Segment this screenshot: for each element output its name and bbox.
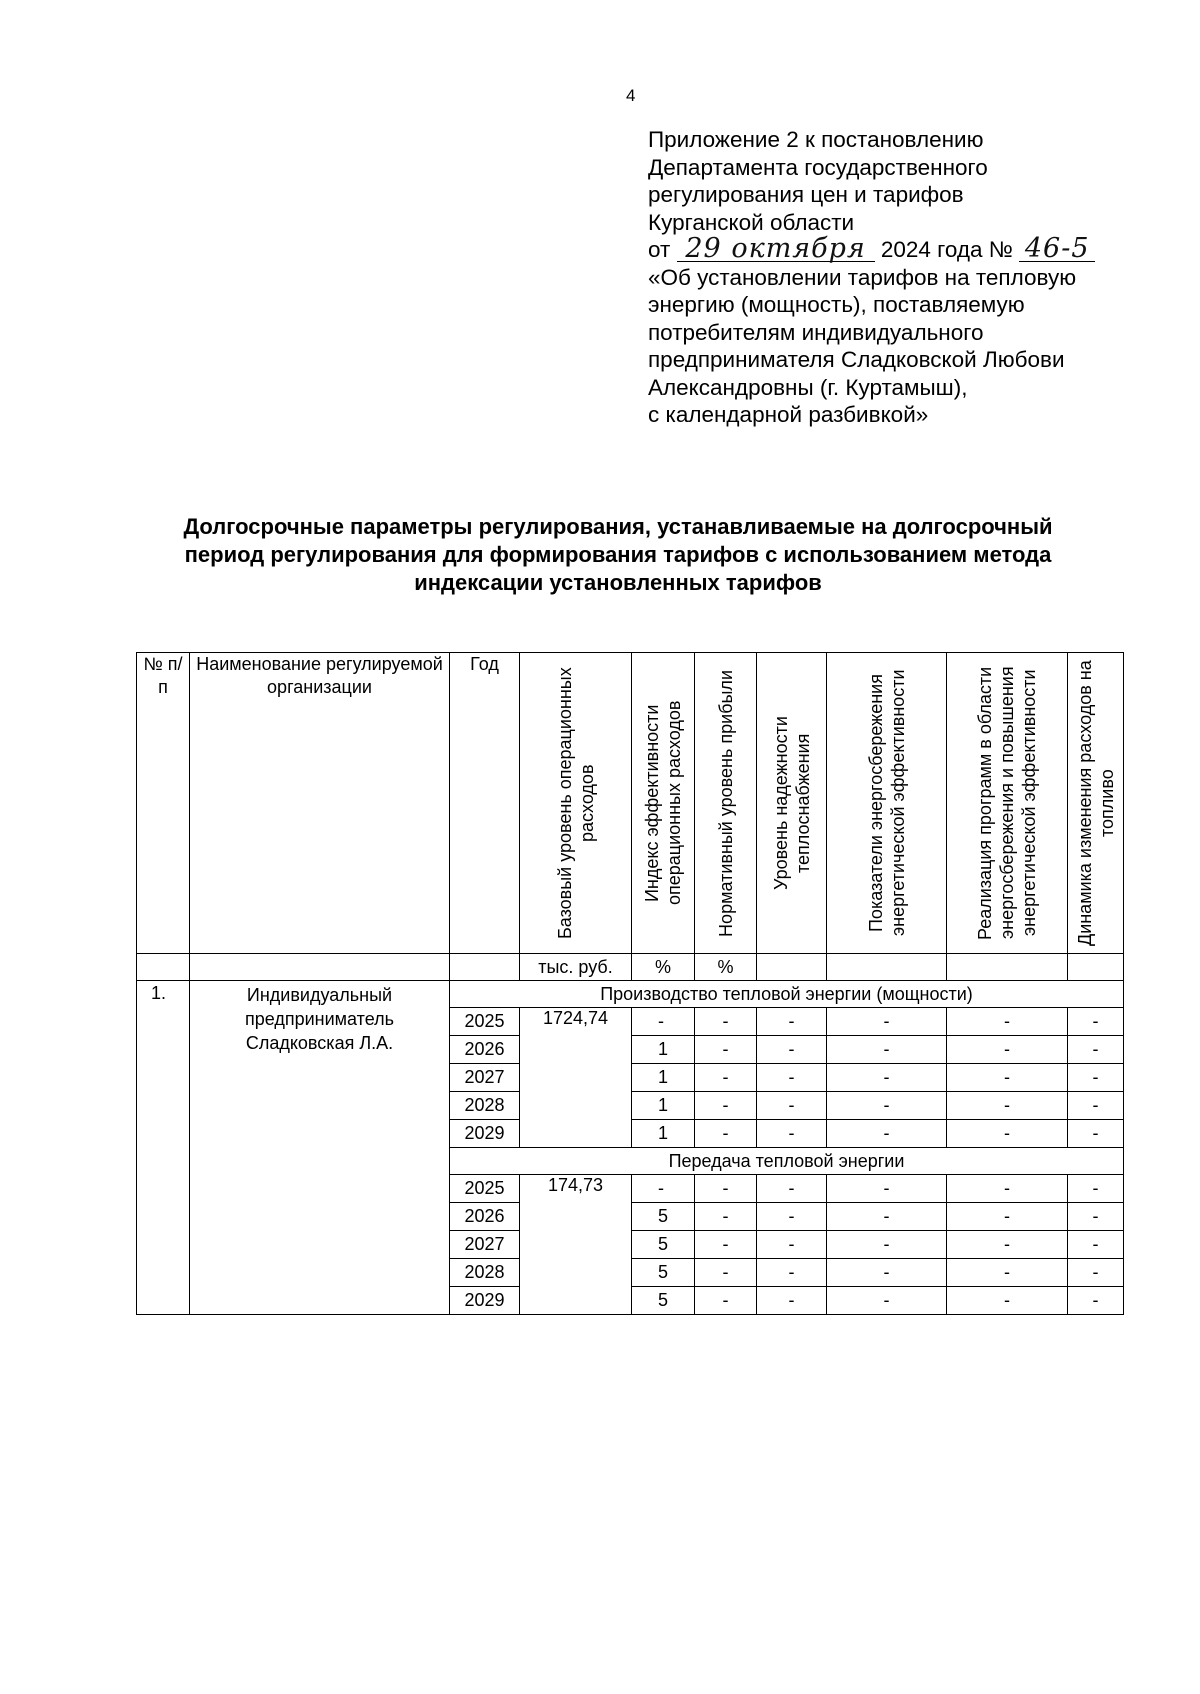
units-cell — [137, 954, 190, 981]
appendix-subject-line: Александровны (г. Куртамыш), — [648, 374, 968, 400]
fuel-cell: - — [1068, 1092, 1124, 1120]
header-programs: Реализация программ в области энергосбережения и повышения энергетической эффективности — [975, 666, 1039, 940]
fuel-cell: - — [1068, 1064, 1124, 1092]
fuel-cell: - — [1068, 1008, 1124, 1036]
header-energy-indicators: Показатели энергосбережения энергетической эффективности — [865, 669, 908, 937]
appendix-subject-line: «Об установлении тарифов на тепловую — [648, 264, 1077, 290]
header-programs-cell — [947, 653, 1068, 954]
organization-name: Индивидуальный предприниматель Сладковская Л.А. — [190, 981, 450, 1315]
energy-cell: - — [827, 1064, 947, 1092]
handwritten-number: 46-5 — [1019, 237, 1095, 262]
year-cell: 2025 — [450, 1008, 520, 1036]
section-row — [137, 981, 1124, 1008]
reliability-cell: - — [757, 1231, 827, 1259]
appendix-line: Приложение 2 к постановлению — [648, 127, 984, 152]
programs-cell: - — [947, 1120, 1068, 1148]
header-profit: Нормативный уровень прибыли — [715, 669, 736, 937]
header-fuel: Динамика изменения расходов на топливо — [1074, 660, 1117, 946]
base-value: 174,73 — [520, 1175, 632, 1315]
profit-cell: - — [695, 1203, 757, 1231]
appendix-subject-line: предпринимателя Сладковской Любови — [648, 347, 1065, 372]
reliability-cell: - — [757, 1175, 827, 1203]
units-cell — [1068, 954, 1124, 981]
year-cell: 2026 — [450, 1203, 520, 1231]
units-cell — [450, 954, 520, 981]
energy-cell: - — [827, 1120, 947, 1148]
energy-cell: - — [827, 1092, 947, 1120]
header-year: Год — [450, 653, 520, 954]
programs-cell: - — [947, 1036, 1068, 1064]
unit-base: тыс. руб. — [520, 954, 632, 981]
profit-cell: - — [695, 1008, 757, 1036]
year-cell: 2025 — [450, 1175, 520, 1203]
header-reliability: Уровень надежности теплоснабжения — [770, 716, 813, 890]
page-number: 4 — [626, 86, 636, 105]
profit-cell: - — [695, 1231, 757, 1259]
units-cell — [190, 954, 450, 981]
programs-cell: - — [947, 1008, 1068, 1036]
reliability-cell: - — [757, 1064, 827, 1092]
appendix-line: Департамента государственного — [648, 154, 988, 180]
year-cell: 2026 — [450, 1036, 520, 1064]
title-line: Долгосрочные параметры регулирования, устанавливаемые на долгосрочный — [183, 514, 1053, 539]
index-cell: - — [632, 1175, 695, 1203]
year-cell: 2029 — [450, 1120, 520, 1148]
base-value: 1724,74 — [520, 1008, 632, 1148]
profit-cell: - — [695, 1120, 757, 1148]
header-org: Наименование регулируемой организации — [190, 653, 450, 954]
fuel-cell: - — [1068, 1259, 1124, 1287]
unit-index: % — [632, 954, 695, 981]
profit-cell: - — [695, 1287, 757, 1315]
energy-cell: - — [827, 1203, 947, 1231]
date-prefix: от — [648, 237, 671, 262]
year-cell: 2028 — [450, 1259, 520, 1287]
reliability-cell: - — [757, 1287, 827, 1315]
reliability-cell: - — [757, 1259, 827, 1287]
header-reliability-cell — [757, 653, 827, 954]
energy-cell: - — [827, 1287, 947, 1315]
appendix-subject-line: энергию (мощность), поставляемую — [648, 292, 1025, 317]
profit-cell: - — [695, 1175, 757, 1203]
year-cell: 2028 — [450, 1092, 520, 1120]
profit-cell: - — [695, 1064, 757, 1092]
fuel-cell: - — [1068, 1231, 1124, 1259]
year-cell: 2029 — [450, 1287, 520, 1315]
fuel-cell: - — [1068, 1287, 1124, 1315]
programs-cell: - — [947, 1287, 1068, 1315]
units-cell — [947, 954, 1068, 981]
index-cell: 1 — [632, 1064, 695, 1092]
units-cell — [757, 954, 827, 981]
section-title: Производство тепловой энергии (мощности) — [450, 981, 1124, 1008]
row-number: 1. — [137, 981, 190, 1315]
units-cell — [827, 954, 947, 981]
energy-cell: - — [827, 1036, 947, 1064]
index-cell: 1 — [632, 1036, 695, 1064]
header-index: Индекс эффективности операционных расходов — [642, 700, 684, 906]
header-row — [137, 653, 1124, 954]
appendix-subject-line: с календарной разбивкой» — [648, 402, 929, 427]
energy-cell: - — [827, 1231, 947, 1259]
year-cell: 2027 — [450, 1064, 520, 1092]
index-cell: - — [632, 1008, 695, 1036]
year-text: 2024 года № — [880, 237, 1013, 262]
index-cell: 5 — [632, 1259, 695, 1287]
section-title: Передача тепловой энергии — [450, 1148, 1124, 1175]
fuel-cell: - — [1068, 1175, 1124, 1203]
appendix-block — [648, 126, 1118, 429]
year-cell: 2027 — [450, 1231, 520, 1259]
reliability-cell: - — [757, 1036, 827, 1064]
index-cell: 5 — [632, 1203, 695, 1231]
programs-cell: - — [947, 1259, 1068, 1287]
profit-cell: - — [695, 1036, 757, 1064]
document-title — [120, 513, 1116, 597]
header-base-cell — [520, 653, 632, 954]
handwritten-date: 29 октября — [677, 237, 875, 262]
appendix-subject-line: потребителям индивидуального — [648, 319, 984, 345]
appendix-date-line — [648, 233, 1118, 264]
programs-cell: - — [947, 1175, 1068, 1203]
index-cell: 5 — [632, 1231, 695, 1259]
programs-cell: - — [947, 1064, 1068, 1092]
programs-cell: - — [947, 1092, 1068, 1120]
energy-cell: - — [827, 1008, 947, 1036]
energy-cell: - — [827, 1175, 947, 1203]
index-cell: 1 — [632, 1120, 695, 1148]
title-line: период регулирования для формирования тарифов с использованием метода — [184, 542, 1052, 567]
header-index-cell — [632, 653, 695, 954]
header-profit-cell — [695, 653, 757, 954]
programs-cell: - — [947, 1231, 1068, 1259]
fuel-cell: - — [1068, 1120, 1124, 1148]
profit-cell: - — [695, 1259, 757, 1287]
header-base: Базовый уровень операционных расходов — [554, 667, 597, 939]
header-fuel-cell — [1068, 653, 1124, 954]
reliability-cell: - — [757, 1203, 827, 1231]
header-num: № п/п — [137, 653, 190, 954]
energy-cell: - — [827, 1259, 947, 1287]
reliability-cell: - — [757, 1120, 827, 1148]
appendix-line: регулирования цен и тарифов — [648, 182, 964, 207]
parameters-table — [136, 652, 1124, 1315]
index-cell: 5 — [632, 1287, 695, 1315]
programs-cell: - — [947, 1203, 1068, 1231]
index-cell: 1 — [632, 1092, 695, 1120]
profit-cell: - — [695, 1092, 757, 1120]
fuel-cell: - — [1068, 1203, 1124, 1231]
unit-profit: % — [695, 954, 757, 981]
title-line: индексации установленных тарифов — [414, 570, 822, 595]
reliability-cell: - — [757, 1092, 827, 1120]
units-row — [137, 954, 1124, 981]
header-energy-cell — [827, 653, 947, 954]
reliability-cell: - — [757, 1008, 827, 1036]
fuel-cell: - — [1068, 1036, 1124, 1064]
appendix-line: Курганской области — [648, 209, 855, 235]
